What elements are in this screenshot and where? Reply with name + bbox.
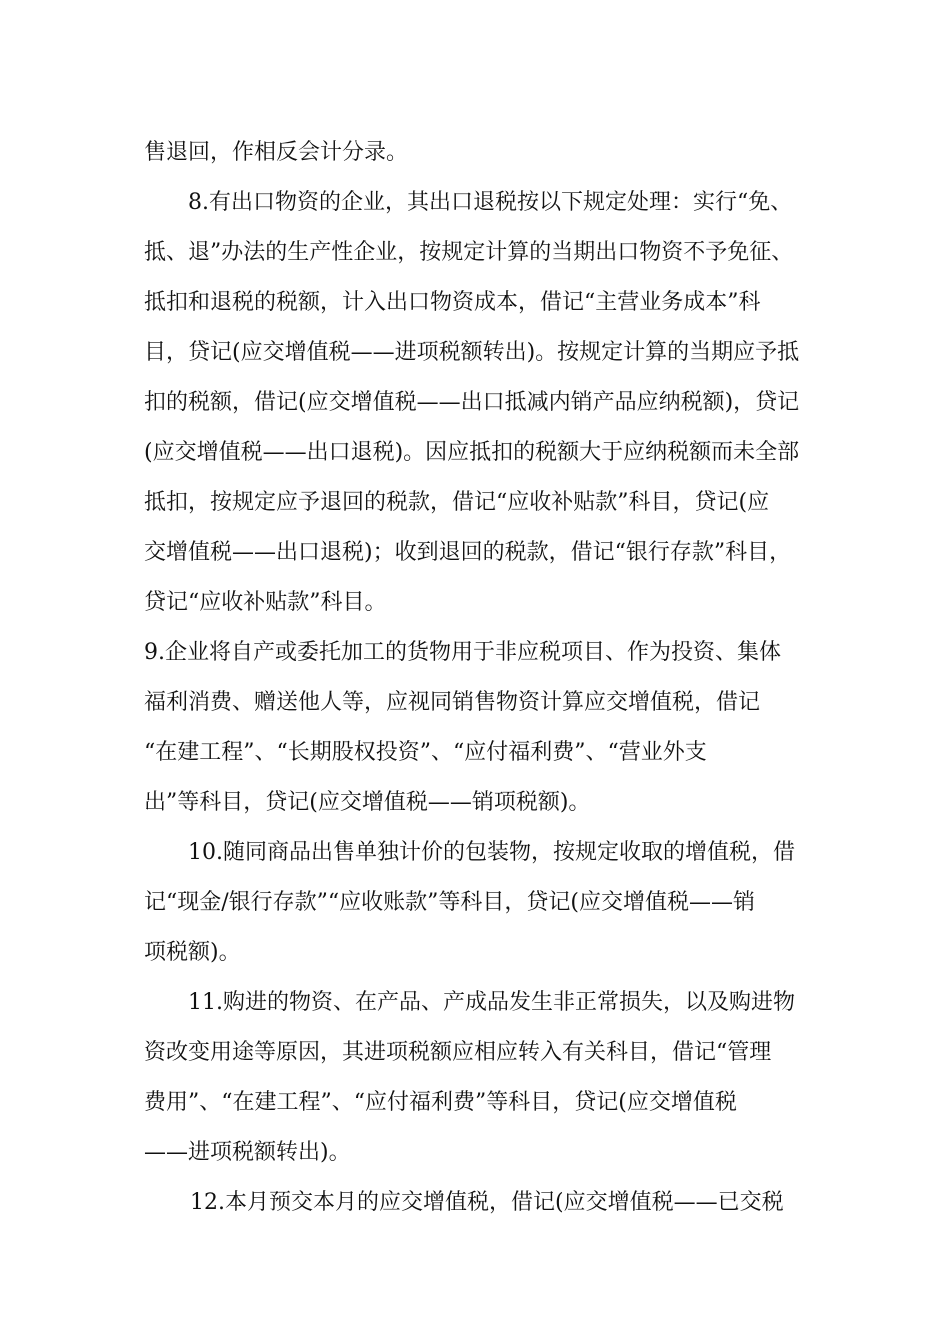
text-line: ——进项税额转出)。 [144,1140,351,1165]
text-line: 8.有出口物资的企业，其出口退税按以下规定处理：实行“免、 [188,190,793,215]
text-line: 交增值税——出口退税)；收到退回的税款，借记“银行存款”科目， [144,540,792,565]
text-line: 9.企业将自产或委托加工的货物用于非应税项目、作为投资、集体 [144,640,781,665]
text-line: 目，贷记(应交增值税——进项税额转出)。按规定计算的当期应予抵 [144,340,800,365]
text-line: 抵扣和退税的税额，计入出口物资成本，借记“主营业务成本”科 [144,290,761,315]
text-line: 贷记“应收补贴款”科目。 [144,590,387,615]
text-line: 12.本月预交本月的应交增值税，借记(应交增值税——已交税 [190,1190,784,1215]
text-line: 费用”、“在建工程”、“应付福利费”等科目，贷记(应交增值税 [144,1090,737,1115]
text-line: 售退回，作相反会计分录。 [144,140,409,165]
text-line: 福利消费、赠送他人等，应视同销售物资计算应交增值税，借记 [144,690,761,715]
text-line: “在建工程”、“长期股权投资”、“应付福利费”、“营业外支 [144,740,707,765]
text-line: 10.随同商品出售单独计价的包装物，按规定收取的增值税，借 [188,840,795,865]
text-line: 资改变用途等原因，其进项税额应相应转入有关科目，借记“管理 [144,1040,772,1065]
text-line: (应交增值税——出口退税)。因应抵扣的税额大于应纳税额而未全部 [144,440,800,465]
text-line: 抵扣，按规定应予退回的税款，借记“应收补贴款”科目，贷记(应 [144,490,770,515]
text-line: 项税额)。 [144,940,241,965]
text-line: 11.购进的物资、在产品、产成品发生非正常损失，以及购进物 [188,990,795,1015]
text-line: 抵、退”办法的生产性企业，按规定计算的当期出口物资不予免征、 [144,240,794,265]
text-line: 扣的税额，借记(应交增值税——出口抵减内销产品应纳税额)，贷记 [144,390,800,415]
text-line: 出”等科目，贷记(应交增值税——销项税额)。 [144,790,591,815]
text-line: 记“现金/银行存款”“应收账款”等科目，贷记(应交增值税——销 [144,890,755,915]
